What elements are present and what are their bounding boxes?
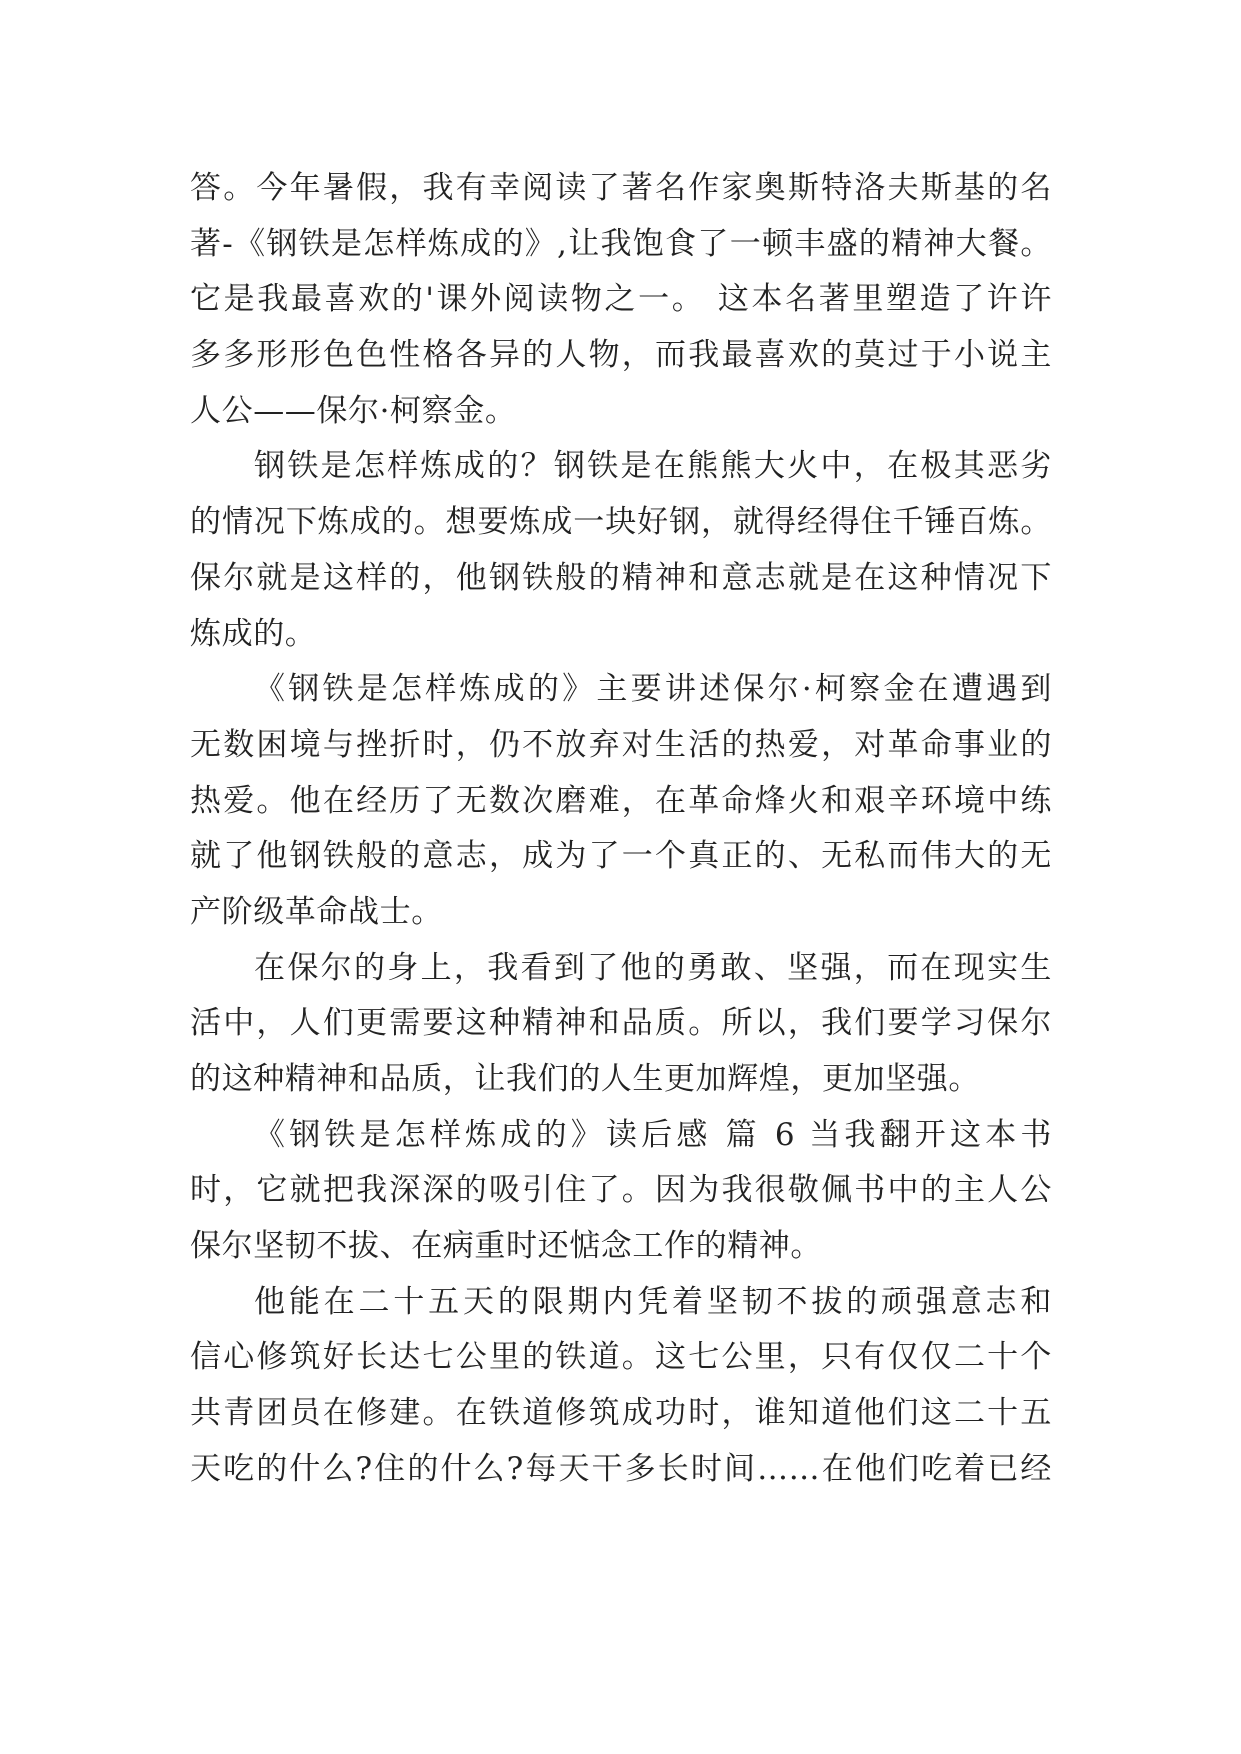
text-line: 信心修筑好长达七公里的铁道。这七公里，只有仅仅二十个 — [190, 1339, 1052, 1376]
text-line: 活中，人们更需要这种精神和品质。所以，我们要学习保尔 — [190, 1005, 1052, 1042]
text-line: 答。今年暑假，我有幸阅读了著名作家奥斯特洛夫斯基的名 — [190, 170, 1052, 206]
text-line: 多多形形色色性格各异的人物，而我最喜欢的莫过于小说主 — [190, 337, 1052, 374]
text-line: 《钢铁是怎样炼成的》读后感 篇 6 当我翻开这本书 — [254, 1116, 1052, 1153]
document-body — [190, 161, 1052, 1498]
text-line: 共青团员在修建。在铁道修筑成功时，谁知道他们这二十五 — [190, 1395, 1052, 1432]
text-line: 人公——保尔·柯察金。 — [190, 392, 517, 429]
text-line: 产阶级革命战士。 — [190, 893, 443, 930]
text-line: 他能在二十五天的限期内凭着坚韧不拔的顽强意志和 — [254, 1283, 1052, 1320]
text-line: 《钢铁是怎样炼成的》主要讲述保尔·柯察金在遭遇到 — [254, 671, 1052, 708]
text-line: 就了他钢铁般的意志，成为了一个真正的、无私而伟大的无 — [190, 838, 1052, 875]
text-line: 天吃的什么?住的什么?每天干多长时间……在他们吃着已经 — [190, 1450, 1052, 1487]
text-line: 的情况下炼成的。想要炼成一块好钢，就得经得住千锤百炼。 — [190, 504, 1052, 541]
text-line: 的这种精神和品质，让我们的人生更加辉煌，更加坚强。 — [190, 1061, 980, 1097]
text-line: 热爱。他在经历了无数次磨难，在革命烽火和艰辛环境中练 — [190, 782, 1052, 819]
text-line: 在保尔的身上，我看到了他的勇敢、坚强，而在现实生 — [254, 949, 1052, 986]
text-line: 保尔就是这样的，他钢铁般的精神和意志就是在这种情况下 — [190, 559, 1052, 596]
text-line: 钢铁是怎样炼成的？钢铁是在熊熊大火中，在极其恶劣 — [254, 448, 1052, 485]
text-line: 时，它就把我深深的吸引住了。因为我很敬佩书中的主人公 — [190, 1172, 1052, 1209]
text-line: 保尔坚韧不拔、在病重时还惦念工作的精神。 — [190, 1228, 822, 1265]
text-line: 它是我最喜欢的'课外阅读物之一。 这本名著里塑造了许许 — [190, 281, 1052, 318]
text-line: 无数困境与挫折时，仍不放弃对生活的热爱，对革命事业的 — [190, 726, 1052, 763]
text-line: 炼成的。 — [190, 615, 317, 652]
text-line: 著-《钢铁是怎样炼成的》,让我饱食了一顿丰盛的精神大餐。 — [190, 225, 1052, 262]
